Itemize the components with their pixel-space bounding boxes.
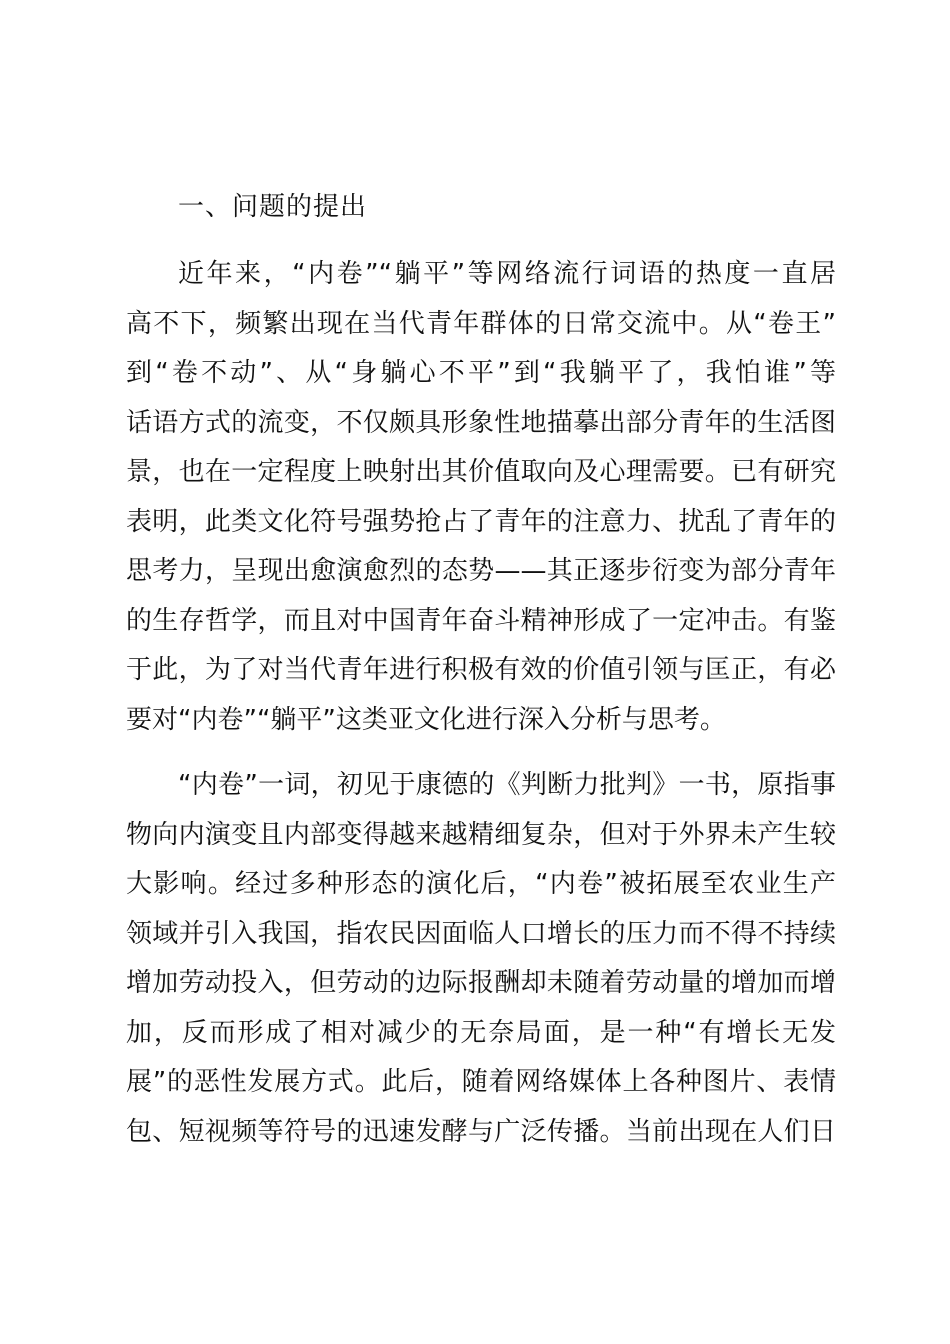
paragraph-2-line-5: 增加劳动投入，但劳动的边际报酬却未随着劳动量的增加而增 bbox=[126, 968, 836, 998]
paragraph-2-line-7: 展”的恶性发展方式。此后，随着网络媒体上各种图片、表情 bbox=[126, 1067, 836, 1097]
paragraph-1-line-9: 于此，为了对当代青年进行积极有效的价值引领与匡正，有必 bbox=[126, 655, 836, 685]
paragraph-2-line-6: 加，反而形成了相对减少的无奈局面，是一种“有增长无发 bbox=[126, 1018, 836, 1048]
paragraph-2-line-8: 包、短视频等符号的迅速发酵与广泛传播。当前出现在人们日 bbox=[126, 1117, 836, 1147]
paragraph-1-line-1: 近年来，“内卷”“躺平”等网络流行词语的热度一直居 bbox=[178, 259, 836, 289]
paragraph-2-line-3: 大影响。经过多种形态的演化后，“内卷”被拓展至农业生产 bbox=[126, 869, 836, 899]
paragraph-1-line-2: 高不下，频繁出现在当代青年群体的日常交流中。从“卷王” bbox=[126, 309, 836, 339]
paragraph-1-line-5: 景，也在一定程度上映射出其价值取向及心理需要。已有研究 bbox=[126, 457, 836, 487]
paragraph-1-line-7: 思考力，呈现出愈演愈烈的态势——其正逐步衍变为部分青年 bbox=[126, 556, 836, 586]
paragraph-2-line-4: 领域并引入我国，指农民因面临人口增长的压力而不得不持续 bbox=[126, 919, 836, 949]
paragraph-1-line-8: 的生存哲学，而且对中国青年奋斗精神形成了一定冲击。有鉴 bbox=[126, 606, 836, 636]
paragraph-1-line-4: 话语方式的流变，不仅颇具形象性地描摹出部分青年的生活图 bbox=[126, 408, 836, 438]
paragraph-1-line-6: 表明，此类文化符号强势抢占了青年的注意力、扰乱了青年的 bbox=[126, 507, 836, 537]
section-heading: 一、问题的提出 bbox=[178, 192, 368, 222]
paragraph-1-line-10: 要对“内卷”“躺平”这类亚文化进行深入分析与思考。 bbox=[126, 705, 726, 735]
paragraph-1-line-3: 到“卷不动”、从“身躺心不平”到“我躺平了，我怕谁”等 bbox=[126, 358, 836, 388]
paragraph-2-line-1: “内卷”一词，初见于康德的《判断力批判》一书，原指事 bbox=[178, 770, 836, 800]
paragraph-2-line-2: 物向内演变且内部变得越来越精细复杂，但对于外界未产生较 bbox=[126, 820, 836, 850]
